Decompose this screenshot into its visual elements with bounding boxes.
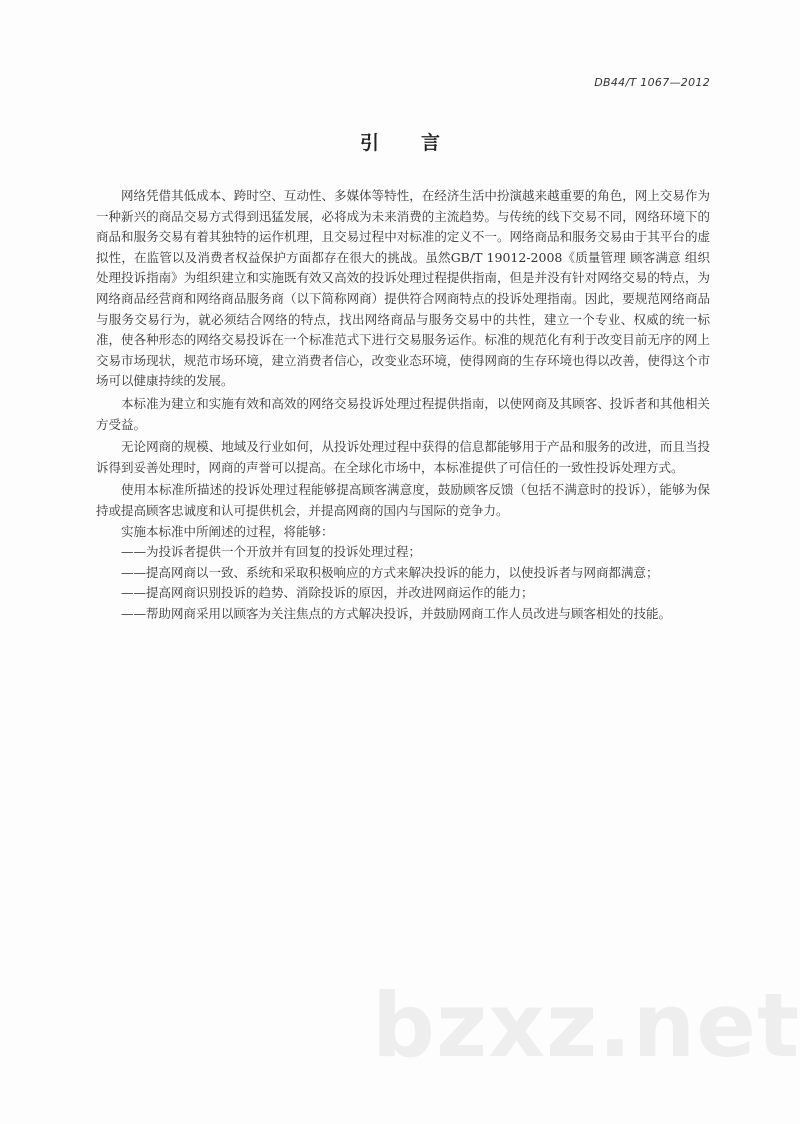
list-item: ——帮助网商采用以顾客为关注焦点的方式解决投诉，并鼓励网商工作人员改进与顾客相处的技能。 xyxy=(121,605,672,621)
paragraph-satisfaction: 使用本标准所描述的投诉处理过程能够提高顾客满意度，鼓励顾客反馈（包括不满意时的投诉），能够为保持或提高顾客忠诚度和认可提供机会，并提高网商的国内与国际的竞争力。 xyxy=(96,482,710,518)
page-title: 引言 xyxy=(359,132,482,154)
paragraph-list-intro: 实施本标准中所阐述的过程，将能够： xyxy=(121,523,334,539)
list-item: ——为投诉者提供一个开放并有回复的投诉处理过程； xyxy=(121,544,422,560)
paragraph-benefit: 无论网商的规模、地域及行业如何，从投诉处理过程中获得的信息都能够用于产品和服务的改进，而且当投诉得到妥善处理时，网商的声誉可以提高。在全球化市场中，本标准提供了可信任的一致性投诉处理方式。 xyxy=(96,439,710,475)
paragraph-background: 网络凭借其低成本、跨时空、互动性、多媒体等特性，在经济生活中扮演越来越重要的角色，网上交易作为一种新兴的商品交易方式得到迅猛发展，必将成为未来消费的主流趋势。与传统的线下交易不同，网络环境下的商品和服务交易有着其独特的运作机理，且交易过程中对标准的定义不一。网络商品和服务交易由于其平台的虚拟性，在监管以及消费者权益保护方面都存在很大的挑战。虽然GB/T 19012-2008《质量管理 顾客满意 组织处理投诉指南》为组织建立和实施既有效又高效的投诉处理过程提供指南，但是并没有针对网络交易的特点，为网络商品经营商和网络商品服务商（以下简称网商）提供符合网商特点的投诉处理指南。因此，要规范网络商品与服务交易行为，就必须结合网络的特点，找出网络商品与服务交易中的共性，建立一个专业、权威的统一标准，使各种形态的网络交易投诉在一个标准范式下进行交易服务运作。标准的规范化有利于改变目前无序的网上交易市场现状，规范市场环境，建立消费者信心，改变业态环境，使得网商的生存环境也得以改善，使得这个市场可以健康持续的发展。 xyxy=(96,188,710,389)
paragraph-purpose: 本标准为建立和实施有效和高效的网络交易投诉处理过程提供指南，以使网商及其顾客、投诉者和其他相关方受益。 xyxy=(96,395,710,432)
introduction-body xyxy=(96,186,710,624)
list-item: ——提高网商识别投诉的趋势、消除投诉的原因，并改进网商运作的能力； xyxy=(121,585,534,601)
site-watermark: bzxz.net xyxy=(372,974,800,1077)
document-number: DB44/T 1067—2012 xyxy=(594,76,710,89)
list-item: ——提高网商以一致、系统和采取积极响应的方式来解决投诉的能力，以使投诉者与网商都满意； xyxy=(121,564,659,580)
